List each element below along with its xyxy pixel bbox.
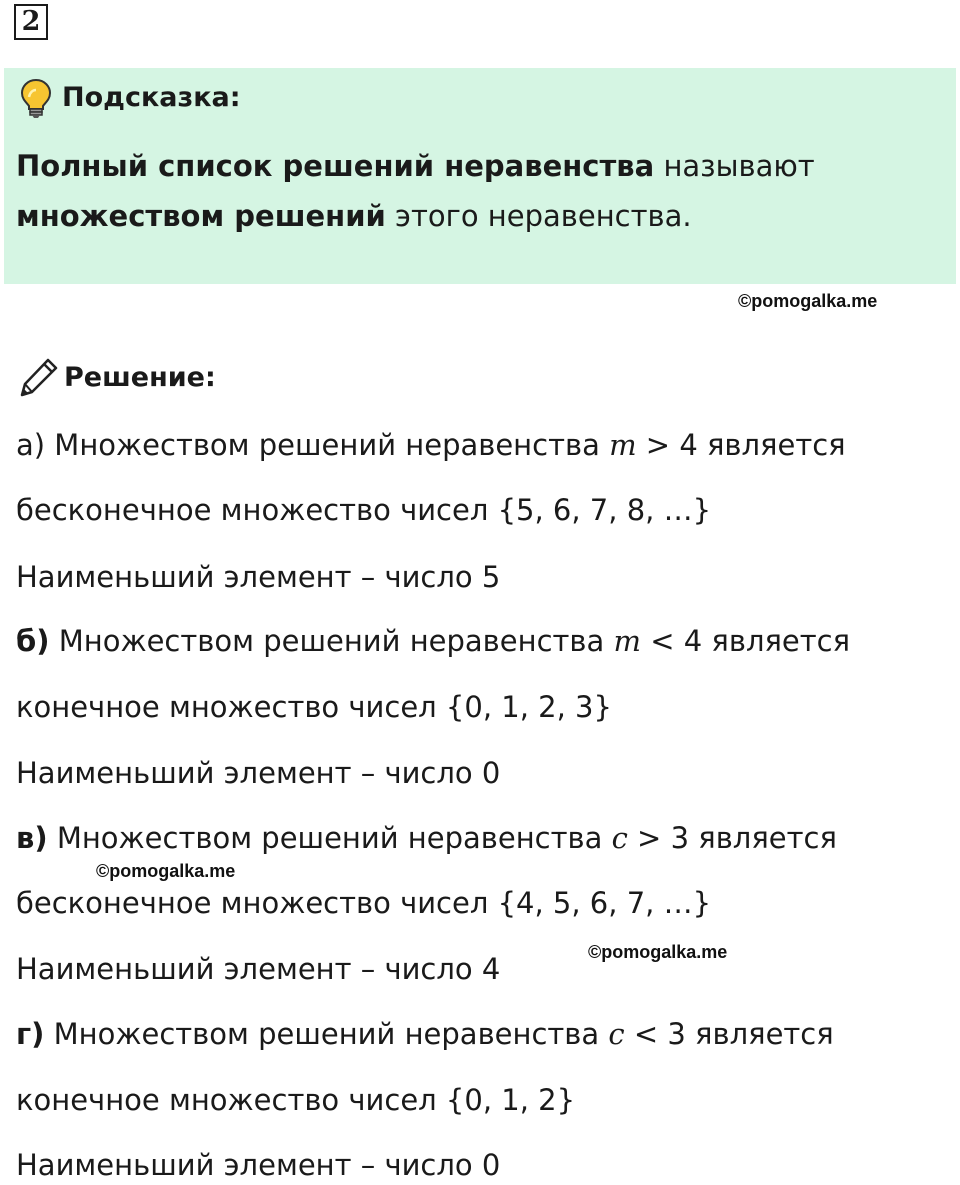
part-c-intro: Множеством решений неравенства bbox=[47, 821, 612, 855]
part-c-label: в) bbox=[16, 821, 48, 855]
part-d-condition: < 3 является bbox=[624, 1017, 834, 1051]
part-d-intro: Множеством решений неравенства bbox=[44, 1017, 609, 1051]
lightbulb-icon bbox=[18, 77, 54, 119]
watermark-bottom: ©pomogalka.me bbox=[588, 942, 728, 962]
solution-title: Решение: bbox=[64, 362, 216, 393]
part-a-statement bbox=[16, 425, 846, 465]
part-b-min: Наименьший элемент – число 0 bbox=[16, 756, 501, 790]
hint-text-normal-2: этого неравенства. bbox=[385, 199, 692, 233]
hint-text-line-1 bbox=[16, 141, 936, 191]
pencil-icon bbox=[18, 356, 60, 398]
part-c-statement bbox=[16, 818, 837, 858]
part-d-min: Наименьший элемент – число 0 bbox=[16, 1148, 501, 1182]
hint-text-normal-1: называют bbox=[654, 149, 815, 183]
hint-text bbox=[16, 141, 936, 241]
part-c-min: Наименьший элемент – число 4 bbox=[16, 952, 501, 986]
part-b-set: конечное множество чисел {0, 1, 2, 3} bbox=[16, 690, 612, 724]
part-c-set: бесконечное множество чисел {4, 5, 6, 7, …} bbox=[16, 886, 712, 920]
part-b-statement bbox=[16, 621, 850, 661]
hint-box bbox=[4, 68, 956, 284]
part-d-set: конечное множество чисел {0, 1, 2} bbox=[16, 1083, 576, 1117]
part-a-set: бесконечное множество чисел {5, 6, 7, 8, …} bbox=[16, 493, 712, 527]
part-d-variable: c bbox=[608, 1017, 625, 1051]
watermark-middle: ©pomogalka.me bbox=[96, 861, 236, 881]
watermark-top: ©pomogalka.me bbox=[738, 291, 878, 311]
hint-term-full-list: Полный список решений неравенства bbox=[16, 149, 655, 183]
part-b-condition: < 4 является bbox=[641, 624, 851, 658]
hint-term-solution-set: множеством решений bbox=[16, 199, 386, 233]
part-c-variable: c bbox=[611, 821, 628, 855]
part-a-variable: m bbox=[609, 428, 637, 462]
part-a-min: Наименьший элемент – число 5 bbox=[16, 560, 501, 594]
part-d-statement bbox=[16, 1014, 834, 1054]
part-b-variable: m bbox=[613, 624, 641, 658]
part-b-label: б) bbox=[16, 624, 50, 658]
part-c-condition: > 3 является bbox=[627, 821, 837, 855]
hint-title: Подсказка: bbox=[62, 82, 241, 113]
part-a-label: а) bbox=[16, 428, 46, 462]
part-a-condition: > 4 является bbox=[636, 428, 846, 462]
part-d-label: г) bbox=[16, 1017, 45, 1051]
part-b-intro: Множеством решений неравенства bbox=[49, 624, 614, 658]
hint-text-line-2 bbox=[16, 191, 936, 241]
part-a-intro: Множеством решений неравенства bbox=[45, 428, 610, 462]
task-number-box: 2 bbox=[14, 4, 48, 40]
